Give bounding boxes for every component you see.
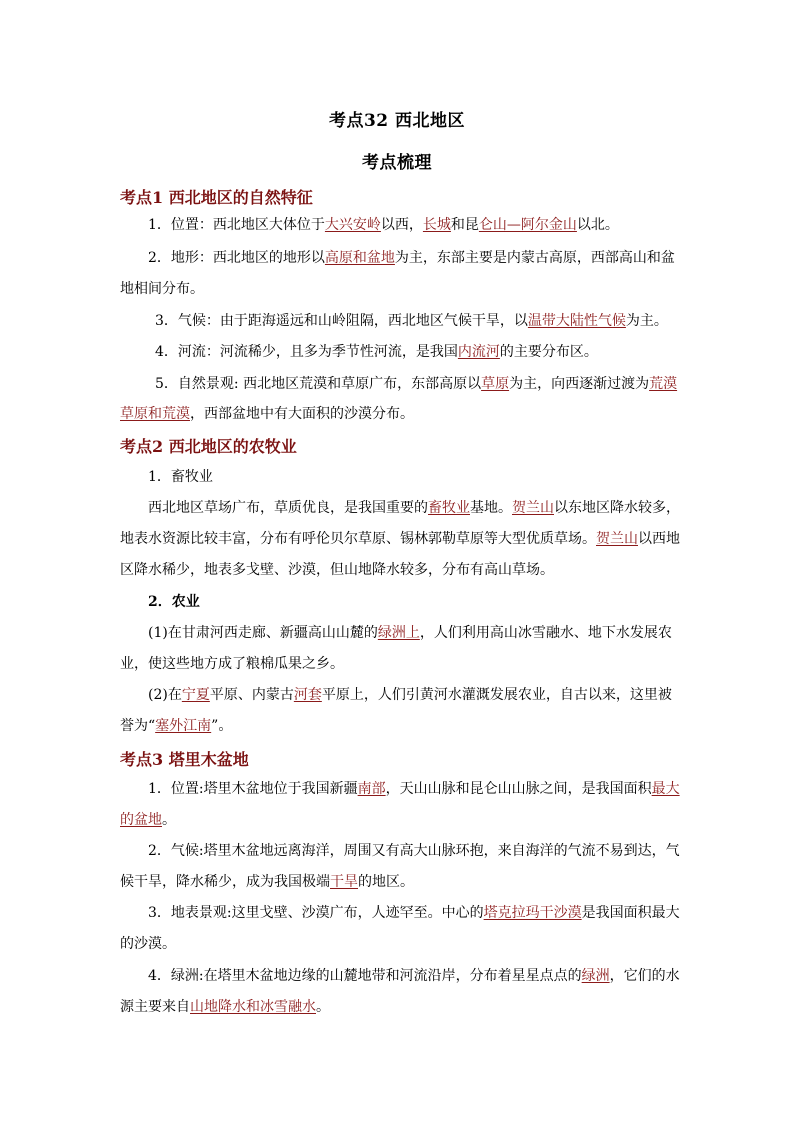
underlined-answer: 干旱 <box>330 874 358 890</box>
text-run: 的沙漠。 <box>120 936 176 952</box>
underlined-answer: 河套 <box>293 687 322 703</box>
text-run: 业，使这些地方成了粮棉瓜果之乡。 <box>120 656 344 672</box>
text-run: 4．河流：河流稀少，且多为季节性河流，是我国 <box>155 344 458 360</box>
paragraph-line <box>155 342 598 362</box>
section-heading-3: 考点3 塔里木盆地 <box>120 750 249 769</box>
text-run: 以北。 <box>576 217 619 233</box>
text-run: 区降水稀少，地表多戈壁、沙漠，但山地降水较多，分布有高山草场。 <box>120 562 554 578</box>
text-run: 平原、内蒙古 <box>209 687 294 703</box>
text-run: 基地。 <box>470 500 512 516</box>
page-title: 考点32 西北地区 <box>328 111 466 131</box>
text-run: 地表水资源比较丰富，分布有呼伦贝尔草原、锡林郭勒草原等大型优质草场。 <box>120 531 596 547</box>
text-run: (1)在甘肃河西走廊、新疆高山山麓的 <box>148 625 378 641</box>
underlined-answer: 草原和荒漠 <box>120 406 190 422</box>
text-run: 以西地 <box>638 531 680 547</box>
underlined-answer: 宁夏 <box>181 687 210 703</box>
text-run: 以西， <box>380 217 423 233</box>
text-run: (2)在 <box>148 687 182 703</box>
text-run: 平原上，人们引黄河水灌溉发展农业，自古以来，这里被 <box>321 687 672 703</box>
section-heading-2: 考点2 西北地区的农牧业 <box>120 437 297 456</box>
underlined-answer: 绿洲 <box>581 968 610 984</box>
paragraph-line <box>148 623 672 643</box>
text-run: 2．地形：西北地区的地形以 <box>148 250 325 266</box>
underlined-answer: 的盆地 <box>120 812 162 828</box>
underlined-answer: 畜牧业 <box>428 500 470 516</box>
text-run: 候干旱，降水稀少，成为我国极端 <box>120 874 330 890</box>
text-run: ，它们的水 <box>609 968 680 984</box>
paragraph-line <box>155 311 668 331</box>
paragraph-line <box>120 654 344 674</box>
text-run: 。 <box>162 812 176 828</box>
text-run: ，天山山脉和昆仑山山脉之间，是我国面积 <box>385 781 652 797</box>
text-run: 西北地区草场广布，草质优良，是我国重要的 <box>148 500 428 516</box>
underlined-answer: 长城 <box>422 217 451 233</box>
underlined-answer: 内流河 <box>457 344 500 360</box>
paragraph-line <box>148 467 213 487</box>
paragraph-line <box>120 404 414 424</box>
paragraph-line <box>120 810 176 830</box>
underlined-answer: 最大 <box>651 781 680 797</box>
text-run: 3．气候：由于距海遥远和山岭阻隔，西北地区气候干旱，以 <box>155 313 528 329</box>
paragraph-line <box>148 841 680 861</box>
paragraph-line <box>120 934 176 954</box>
paragraph-line <box>148 498 680 518</box>
text-run: 是我国面积最大 <box>581 905 680 921</box>
underlined-answer: 塞外江南 <box>155 718 212 734</box>
paragraph-line <box>148 248 675 268</box>
paragraph-line <box>120 560 554 580</box>
underlined-answer: 温带大陆性气候 <box>527 313 626 329</box>
text-run: 5．自然景观: 西北地区荒漠和草原广布，东部高原以 <box>155 376 482 392</box>
text-run: 和昆 <box>450 217 479 233</box>
text-run: 地相间分布。 <box>120 281 204 297</box>
underlined-answer: 仑山—阿尔金山 <box>478 217 577 233</box>
section-heading-1: 考点1 西北地区的自然特征 <box>120 188 313 207</box>
underlined-answer: 贺兰山 <box>596 531 638 547</box>
text-run: 2．农业 <box>148 594 200 610</box>
text-run: ，人们利用高山冰雪融水、地下水发展农 <box>419 625 672 641</box>
text-run: 的地区。 <box>358 874 414 890</box>
paragraph-line <box>120 716 232 736</box>
underlined-answer: 贺兰山 <box>512 500 554 516</box>
paragraph-line <box>120 997 330 1017</box>
text-run: 4．绿洲:在塔里木盆地边缘的山麓地带和河流沿岸，分布着星星点点的 <box>148 968 582 984</box>
underlined-answer: 高原和盆地 <box>324 250 395 266</box>
paragraph-line <box>148 903 680 923</box>
text-run: 。 <box>316 999 330 1015</box>
text-run: 1．位置：西北地区大体位于 <box>148 217 325 233</box>
paragraph-line <box>155 374 677 394</box>
paragraph-line <box>148 966 680 986</box>
underlined-answer: 山地降水和冰雪融水 <box>190 999 316 1015</box>
paragraph-line <box>120 279 204 299</box>
underlined-answer: 南部 <box>357 781 386 797</box>
text-run: 为主。 <box>625 313 668 329</box>
text-run: 源主要来自 <box>120 999 190 1015</box>
underlined-answer: 塔克拉玛干沙漠 <box>483 905 582 921</box>
underlined-answer: 草原 <box>481 376 510 392</box>
page-subtitle: 考点梳理 <box>362 153 432 173</box>
text-run: 为主，东部主要是内蒙古高原，西部高山和盆 <box>394 250 675 266</box>
text-run: ”。 <box>211 718 233 734</box>
underlined-answer: 荒漠 <box>649 376 678 392</box>
paragraph-line <box>148 215 619 235</box>
paragraph-line <box>148 779 680 799</box>
paragraph-line <box>120 872 414 892</box>
text-run: 3．地表景观:这里戈壁、沙漠广布，人迹罕至。中心的 <box>148 905 484 921</box>
text-run: 以东地区降水较多， <box>554 500 680 516</box>
text-run: 为主，向西逐渐过渡为 <box>509 376 650 392</box>
paragraph-line <box>148 592 200 612</box>
text-run: 2．气候:塔里木盆地远离海洋，周围又有高大山脉环抱，来自海洋的气流不易到达，气 <box>148 843 680 859</box>
underlined-answer: 绿洲上 <box>377 625 420 641</box>
paragraph-line <box>120 529 680 549</box>
underlined-answer: 大兴安岭 <box>324 217 381 233</box>
paragraph-line <box>148 685 672 705</box>
text-run: 誉为“ <box>120 718 156 734</box>
text-run: 1．畜牧业 <box>148 469 213 485</box>
text-run: 的主要分布区。 <box>499 344 598 360</box>
text-run: ，西部盆地中有大面积的沙漠分布。 <box>190 406 414 422</box>
text-run: 1．位置:塔里木盆地位于我国新疆 <box>148 781 358 797</box>
